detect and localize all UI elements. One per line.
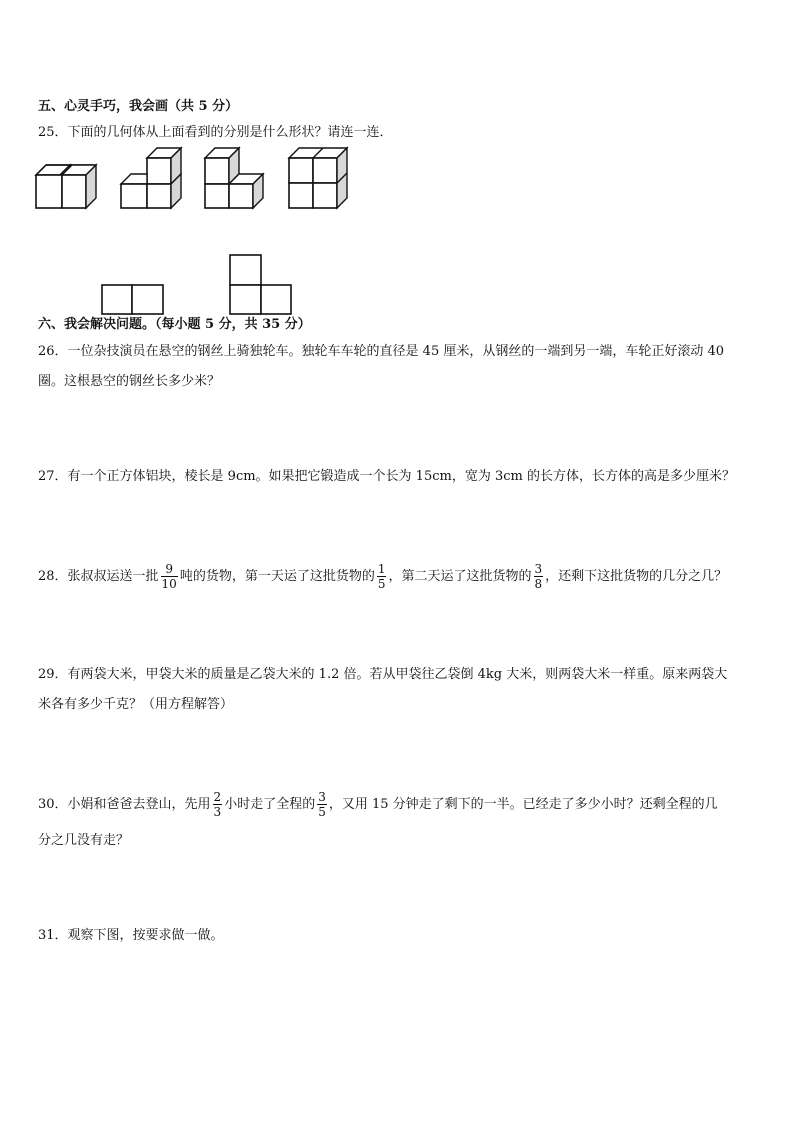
solid-4 xyxy=(289,148,353,212)
fraction-numerator: 3 xyxy=(318,790,326,804)
section-5-heading: 五、心灵手巧，我会画（共 5 分） xyxy=(38,99,239,114)
fraction-denominator: 5 xyxy=(377,577,386,591)
question-31: 31．观察下图，按要求做一做。 xyxy=(38,928,224,943)
view-two-squares xyxy=(101,284,165,316)
question-29-line-2: 米各有多少千克？（用方程解答） xyxy=(38,697,234,712)
fraction-9-10 xyxy=(161,562,178,591)
fraction-denominator: 5 xyxy=(318,805,326,819)
fraction-numerator: 9 xyxy=(165,562,173,576)
question-30-prefix: 30．小娟和爸爸去登山，先用 xyxy=(38,797,211,812)
question-28-prefix: 28．张叔叔运送一批 xyxy=(38,569,159,584)
question-25: 25．下面的几何体从上面看到的分别是什么形状？请连一连． xyxy=(38,125,393,140)
question-28-suffix: ，还剩下这批货物的几分之几？ xyxy=(545,569,728,584)
view-l-shape xyxy=(229,254,293,316)
fraction-denominator: 10 xyxy=(161,577,177,591)
question-30-mid-1: 小时走了全程的 xyxy=(224,797,316,812)
question-30-line-1 xyxy=(38,785,718,825)
question-28-mid-2: ，第二天运了这批货物的 xyxy=(388,569,532,584)
question-30-line-2: 分之几没有走？ xyxy=(38,833,130,848)
fraction-numerator: 2 xyxy=(213,790,222,804)
question-26-line-2: 圈。这根悬空的钢丝长多少米？ xyxy=(38,374,221,389)
question-27: 27．有一个正方体铝块，棱长是 9cm。如果把它锻造成一个长为 15cm，宽为 3cm 的长方体，长方体的高是多少厘米？ xyxy=(38,469,735,484)
section-6-heading: 六、我会解决问题。（每小题 5 分，共 35 分） xyxy=(38,317,311,332)
fraction-3-5 xyxy=(317,790,327,819)
fraction-3-8 xyxy=(534,562,544,591)
solid-3 xyxy=(205,148,269,212)
fraction-denominator: 8 xyxy=(534,577,543,591)
fraction-1-5 xyxy=(377,562,387,591)
question-28-mid-1: 吨的货物，第一天运了这批货物的 xyxy=(179,569,375,584)
fraction-2-3 xyxy=(213,790,223,819)
question-30-suffix: ，又用 15 分钟走了剩下的一半。已经走了多少小时？还剩全程的几 xyxy=(328,797,718,812)
solid-2 xyxy=(121,148,185,212)
fraction-numerator: 1 xyxy=(377,562,386,576)
question-28 xyxy=(38,557,727,597)
fraction-numerator: 3 xyxy=(534,562,543,576)
question-26-line-1: 26．一位杂技演员在悬空的钢丝上骑独轮车。独轮车车轮的直径是 45 厘米，从钢丝的一端到另一端，车轮正好滚动 40 xyxy=(38,344,725,359)
fraction-denominator: 3 xyxy=(213,805,222,819)
solid-1 xyxy=(36,165,104,211)
question-29-line-1: 29．有两袋大米，甲袋大米的质量是乙袋大米的 1.2 倍。若从甲袋往乙袋倒 4kg 大米，则两袋大米一样重。原来两袋大 xyxy=(38,667,728,682)
